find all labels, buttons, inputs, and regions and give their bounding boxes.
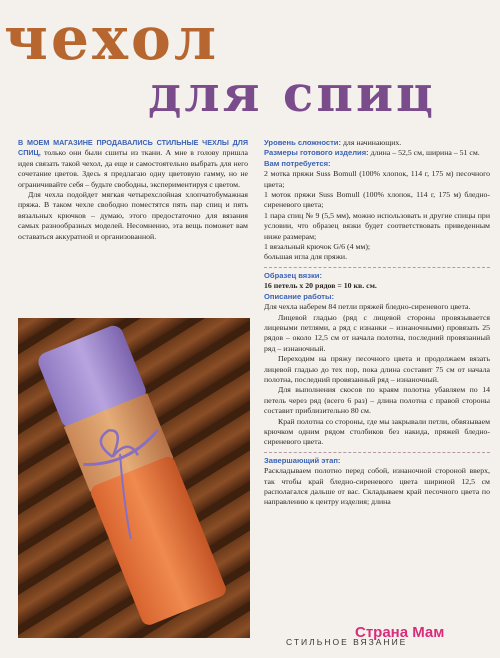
intro-p1-rest: только они были сшиты из ткани. А мне в голову пришла идея связать такой чехол, да еще и самостоятельно выбрать для него сочетание цветов. Здесь я предлагаю одну цветовую гамму, но не ограничивайте себя – будьте свободны, экспериментируя с цветом.	[18, 148, 248, 189]
intro-lead: В МОЕМ МАГАЗИНЕ ПРОДАВАЛИСЬ СТИЛЬНЫЕ ЧЕХЛЫ ДЛЯ СПИЦ,	[18, 138, 248, 158]
difficulty-line	[264, 138, 490, 148]
instructions-label: Описание работы:	[264, 291, 335, 301]
title-line-2: для спиц	[148, 64, 436, 123]
intro-column	[18, 138, 248, 242]
instructions-paragraph-4: Для выполнения скосов по краям полотна убавляем по 14 петель через ряд (всего 6 раз) – длина полотна с правой стороны составит приблизительно 80 см.	[264, 385, 490, 416]
difficulty-label: Уровень сложности:	[264, 138, 342, 147]
materials-item-4: 1 вязальный крючок G/6 (4 мм);	[264, 242, 371, 252]
section-divider	[264, 452, 490, 453]
instructions-paragraph-3: Переходим на пряжу песочного цвета и продолжаем вязать лицевой гладью до тех пор, пока длина составит 75 см от начала полотна, последний провязанный ряд – изнаночный.	[264, 354, 490, 384]
materials-item-2: 1 моток пряжи Suss Bomull (100% хлопок, 114 г, 175 м) бледно-сиреневого цвета;	[264, 190, 490, 210]
rolled-case-photo-illustration	[18, 318, 250, 638]
size-value: длина – 52,5 см, ширина – 51 см.	[368, 148, 480, 158]
size-label: Размеры готового изделия:	[264, 148, 369, 158]
instructions-paragraph-2: Лицевой гладью (ряд с лицевой стороны провязывается лицевыми петлями, а ряд с изнанки – изнаночными) провязать 25 рядов – около 12,5 см от начала полотна, последний провязанный ряд – изнаночный.	[264, 312, 490, 353]
intro-paragraph-2: Для чехла подойдет мягкая четырехслойная хлопчатобумажная пряжа. В таком чехле свободно поместятся пять пар спиц и пять вязальных крючков – думаю, этого предостаточно для вязания самых разнообразных моделей. Несомненно, эта вещь поможет вам оставаться аккуратной и организованной.	[18, 190, 248, 241]
materials-label: Вам потребуется:	[264, 158, 331, 168]
intro-paragraph-1	[18, 138, 248, 190]
finishing-label: Завершающий этап:	[264, 455, 341, 465]
product-photo	[18, 318, 250, 638]
instructions-paragraph-5: Край полотна со стороны, где мы закрывали петли, обвязываем крючком одним рядом столбиков без накида, пряжей бледно-сиреневого цвета.	[264, 416, 490, 447]
gauge-value: 16 петель х 20 рядов = 10 кв. см.	[264, 281, 377, 291]
finishing-paragraph-1: Раскладываем полотно перед собой, изнаночной стороной вверх, так чтобы край бледно-сиреневого цвета шириной 12,5 см располагался дальше от вас. Складываем край песочного цвета по направлению к центру изделия; длина	[264, 466, 490, 507]
materials-item-3: 1 пара спиц № 9 (5,5 мм), можно использовать и другие спицы при условии, что образец вязки будет соответствовать приведенным ниже размерам;	[264, 210, 490, 241]
running-footer: СТИЛЬНОЕ ВЯЗАНИЕ	[286, 637, 408, 647]
materials-item-5: большая игла для пряжи.	[264, 252, 348, 262]
section-divider	[264, 267, 490, 268]
materials-item-1: 2 мотка пряжи Suss Bomull (100% хлопок, 114 г, 175 м) песочного цвета;	[264, 169, 490, 189]
size-line	[264, 148, 490, 158]
difficulty-value: для начинающих.	[341, 138, 402, 147]
instructions-paragraph-1: Для чехла наберем 84 петли пряжей бледно-сиреневого цвета.	[264, 302, 471, 312]
pattern-column	[264, 138, 490, 508]
title-line-1: чехол	[4, 4, 220, 74]
watermark-logo: Страна Мам	[355, 624, 445, 641]
gauge-label: Образец вязки:	[264, 270, 322, 280]
